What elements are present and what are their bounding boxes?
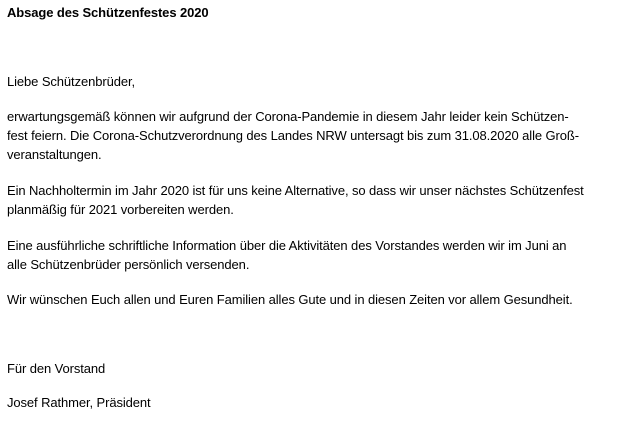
salutation: [7, 72, 615, 91]
paragraph-3: [7, 236, 615, 274]
paragraph-1-line: veranstaltungen.: [7, 147, 102, 162]
paragraph-1: [7, 107, 615, 164]
paragraph-2-line: Ein Nachholtermin im Jahr 2020 ist für uns keine Alternative, so dass wir unser nächstes Schützenfest: [7, 183, 584, 198]
salutation-text: Liebe Schützenbrüder,: [7, 74, 135, 89]
paragraph-1-line: fest feiern. Die Corona-Schutzverordnung des Landes NRW untersagt bis zum 31.08.2020 alle Groß-: [7, 128, 579, 143]
signature: [7, 393, 615, 412]
paragraph-1-line: erwartungsgemäß können wir aufgrund der Corona-Pandemie in diesem Jahr leider kein Schützen-: [7, 109, 569, 124]
paragraph-2: [7, 181, 615, 219]
paragraph-2-line: planmäßig für 2021 vorbereiten werden.: [7, 202, 234, 217]
signature-text: Josef Rathmer, Präsident: [7, 395, 151, 410]
closing: [7, 359, 615, 378]
closing-text: Für den Vorstand: [7, 361, 106, 376]
document-title: Absage des Schützenfestes 2020: [7, 5, 209, 20]
paragraph-3-line: Eine ausführliche schriftliche Information über die Aktivitäten des Vorstandes werden wir im Juni an: [7, 238, 567, 253]
paragraph-3-line: alle Schützenbrüder persönlich versenden.: [7, 257, 250, 272]
paragraph-4: [7, 290, 615, 309]
paragraph-4-line: Wir wünschen Euch allen und Euren Familien alles Gute und in diesen Zeiten vor allem Gesundheit.: [7, 292, 573, 307]
